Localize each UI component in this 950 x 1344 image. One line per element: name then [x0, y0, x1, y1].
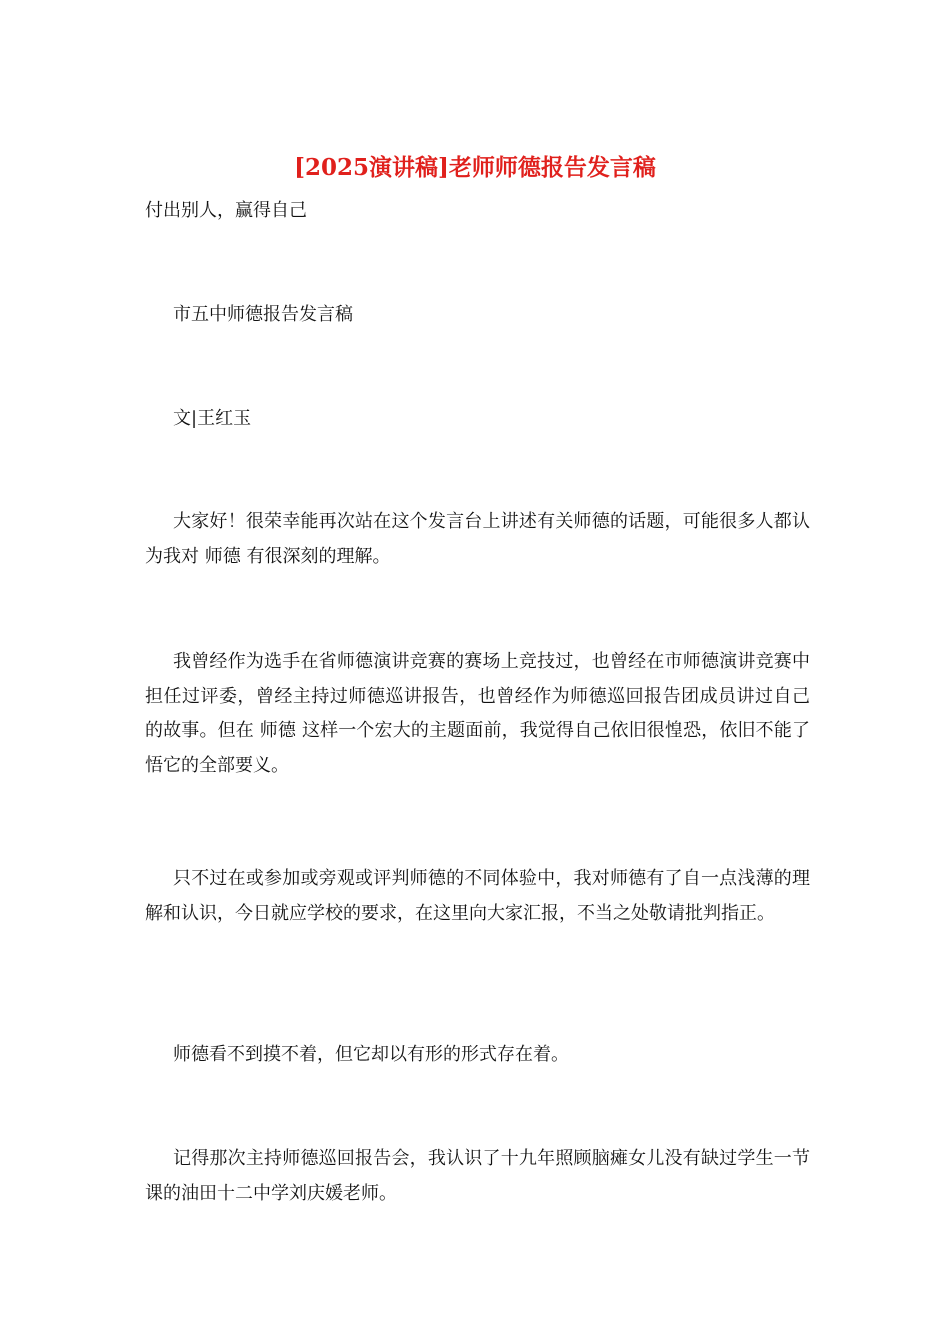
paragraph-greeting: 大家好！很荣幸能再次站在这个发言台上讲述有关师德的话题，可能很多人都认为我对 师德 有很深刻的理解。 — [145, 511, 810, 567]
paragraph-ethics-form: 师德看不到摸不着，但它却以有形的形式存在着。 — [173, 1044, 569, 1065]
paragraph-author: 文|王红玉 — [173, 408, 252, 429]
paragraph-memory: 记得那次主持师德巡回报告会，我认识了十九年照顾脑瘫女儿没有缺过学生一节课的油田十二中学刘庆媛老师。 — [145, 1148, 810, 1204]
paragraph-experience: 我曾经作为选手在省师德演讲竞赛的赛场上竞技过，也曾经在市师德演讲竞赛中担任过评委，曾经主持过师德巡讲报告，也曾经作为师德巡回报告团成员讲过自己的故事。但在 师德 这样一个宏大的主题面前，我觉得自己依旧很惶恐，依旧不能了悟它的全部要义。 — [145, 651, 810, 776]
document-subtitle: 付出别人，赢得自己 — [145, 200, 307, 221]
paragraph-report-heading: 市五中师德报告发言稿 — [173, 304, 353, 325]
paragraph-understanding: 只不过在或参加或旁观或评判师德的不同体验中，我对师德有了自一点浅薄的理解和认识，今日就应学校的要求，在这里向大家汇报，不当之处敬请批判指正。 — [145, 868, 810, 924]
document-title: [2025演讲稿]老师师德报告发言稿 — [294, 154, 656, 181]
